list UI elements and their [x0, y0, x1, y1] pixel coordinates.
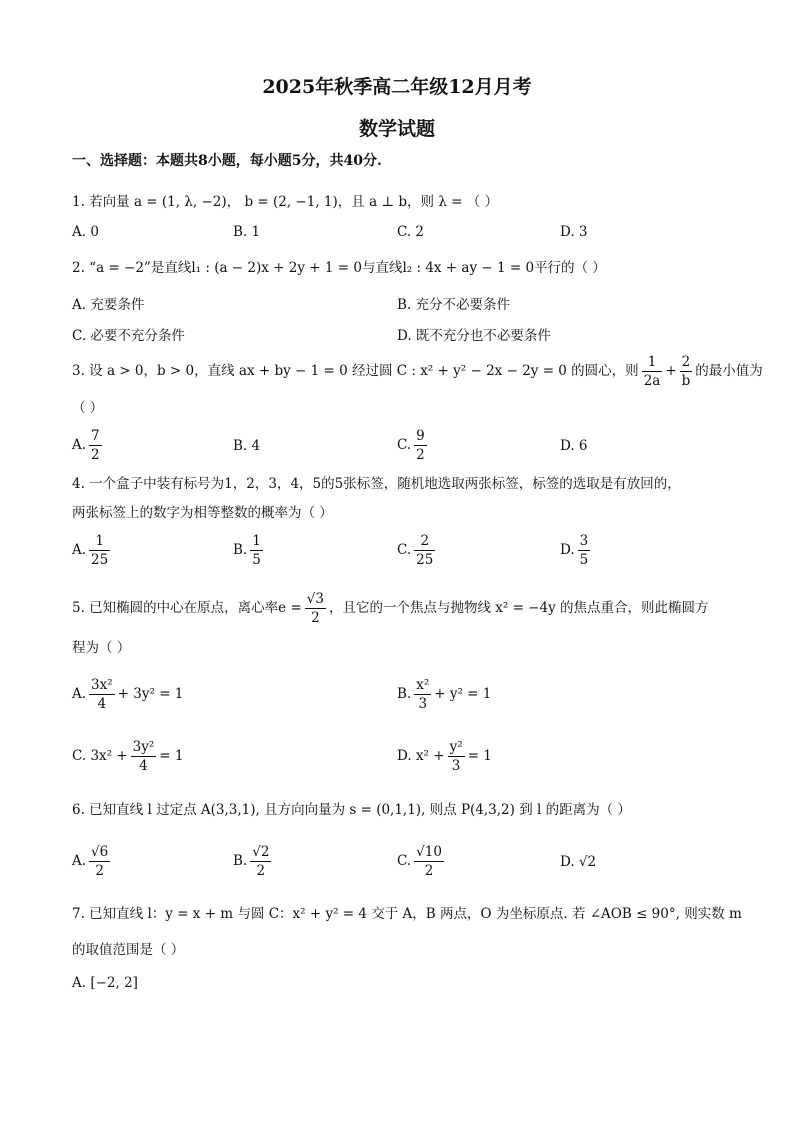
q5-b-denominator: 3	[418, 696, 428, 712]
q5-e-numerator: √3	[306, 591, 324, 607]
q3-a-denominator: 2	[91, 447, 100, 463]
q2-prefix: 2. “a = −2”是直线	[72, 260, 192, 276]
q6-b-label: B.	[233, 853, 248, 869]
exam-title: 2025年秋季高二年级12月月考	[262, 76, 532, 98]
q4-c-denominator: 25	[416, 552, 434, 568]
question-5	[72, 590, 709, 627]
question-3	[72, 353, 763, 390]
q3-frac1-numerator: 1	[642, 353, 663, 372]
q4-b-denominator: 5	[252, 552, 261, 568]
q4-d-label: D.	[560, 542, 575, 558]
q3-paren: （ ）	[72, 400, 104, 416]
q3-option-c	[397, 427, 430, 464]
question-2	[72, 258, 606, 278]
q3-option-a-label: A.	[72, 437, 87, 453]
q2-middle: 与直线	[361, 260, 403, 276]
q1-option-a: A. 0	[72, 224, 99, 240]
q4-b-fraction	[250, 532, 263, 569]
q4-a-numerator: 1	[89, 532, 110, 551]
q6-a-fraction	[89, 843, 110, 880]
q4-option-d	[560, 532, 593, 569]
q7-line-2: 的取值范围是（ ）	[72, 942, 185, 958]
q5-b-fraction	[414, 676, 431, 713]
q6-a-numerator: √6	[91, 844, 109, 860]
q1-ask: ，则 λ = （ ）	[407, 194, 499, 210]
q5-d-denominator: 3	[451, 758, 461, 774]
q7-option-a: A. [−2, 2]	[72, 975, 138, 991]
q5-c-numerator: 3y²	[132, 739, 155, 755]
q6-a-label: A.	[72, 853, 87, 869]
q4-line-1: 4. 一个盒子中装有标号为1，2，3，4，5的5张标签，随机地选取两张标签，标签的选取是有放回的，	[72, 476, 681, 492]
q5-c-fraction	[131, 738, 157, 775]
q3-frac2-numerator: 2	[680, 353, 693, 372]
q5-option-b	[397, 676, 491, 713]
q4-d-denominator: 5	[579, 552, 589, 568]
q4-option-a	[72, 532, 113, 569]
q4-a-label: A.	[72, 542, 87, 558]
q1-option-d: D. 3	[560, 224, 588, 240]
q6-option-b	[233, 843, 274, 880]
q5-c-label: C.	[72, 748, 87, 764]
q5-b-label: B.	[397, 686, 412, 702]
q5-d-tail: = 1	[467, 748, 492, 764]
q3-frac1-denominator: 2a	[643, 373, 661, 389]
q2-option-b: B. 充分不必要条件	[397, 297, 511, 313]
q5-line-2: 程为（ ）	[72, 640, 131, 656]
q5-d-numerator: y²	[449, 739, 463, 755]
q4-line-2: 两张标签上的数字为相等整数的概率为（ ）	[72, 505, 333, 521]
q5-a-denominator: 4	[97, 696, 107, 712]
q5-a-numerator: 3x²	[91, 677, 113, 693]
q4-b-numerator: 1	[252, 533, 261, 549]
q6-option-a	[72, 843, 113, 880]
q5-option-a	[72, 676, 183, 713]
q4-b-label: B.	[233, 542, 248, 558]
q4-option-b	[233, 532, 266, 569]
q5-a-label: A.	[72, 686, 87, 702]
q5-c-denominator: 4	[139, 758, 148, 774]
q1-prefix: 1. 若向量	[72, 194, 130, 210]
q6-c-label: C.	[397, 853, 412, 869]
q1-option-b: B. 1	[233, 224, 261, 240]
q5-option-d	[397, 738, 492, 775]
q3-c-denominator: 2	[416, 447, 425, 463]
q5-suffix: ，且它的一个焦点与抛物线 x² = −4y 的焦点重合，则此椭圆方	[328, 600, 709, 616]
q5-prefix: 5. 已知椭圆的中心在原点，离心率	[72, 600, 279, 616]
q4-c-label: C.	[397, 542, 412, 558]
q3-fraction-1	[642, 353, 663, 390]
q5-e-denominator: 2	[311, 610, 320, 626]
q5-eccentricity-fraction	[305, 590, 326, 627]
q1-condition-prefix: ，且	[337, 194, 365, 210]
q6-c-denominator: 2	[424, 863, 434, 879]
q6-option-d: D. √2	[560, 854, 597, 870]
q1-vector-b: b = (2, −1, 1)	[244, 194, 338, 210]
q3-option-c-label: C.	[397, 437, 412, 453]
q6-b-denominator: 2	[256, 863, 266, 879]
question-1	[72, 192, 498, 212]
q3-text: 3. 设 a > 0，b > 0，直线 ax + by − 1 = 0 经过圆 C : x² + y² − 2x − 2y = 0 的圆心，则	[72, 363, 639, 379]
q3-option-c-fraction	[414, 427, 427, 464]
q2-option-a: A. 充要条件	[72, 297, 145, 313]
q3-a-numerator: 7	[91, 428, 100, 444]
q1-option-c: C. 2	[397, 224, 425, 240]
q3-frac2-denominator: b	[681, 373, 691, 389]
q4-c-fraction	[414, 532, 435, 569]
q5-b-tail: + y² = 1	[434, 686, 492, 702]
q2-option-d: D. 既不充分也不必要条件	[397, 328, 551, 344]
q6-a-denominator: 2	[95, 863, 104, 879]
q6-b-numerator: √2	[252, 844, 270, 860]
q7-line-1: 7. 已知直线 l：y = x + m 与圆 C：x² + y² = 4 交于 A，B 两点，O 为坐标原点. 若 ∠AOB ≤ 90°, 则实数 m	[72, 906, 742, 922]
q6-b-fraction	[250, 843, 271, 880]
q4-option-c	[397, 532, 438, 569]
exam-subject: 数学试题	[358, 118, 435, 140]
q4-d-fraction	[578, 532, 591, 569]
q5-e-label: e =	[278, 600, 302, 616]
q5-a-fraction	[89, 676, 115, 713]
q5-c-tail: = 1	[159, 748, 184, 764]
q4-a-denominator: 25	[91, 552, 109, 568]
q6-option-c	[397, 843, 447, 880]
section-heading: 一、选择题：本题共8小题，每小题5分，共40分.	[72, 153, 382, 169]
q1-vector-a: a = (1, λ, −2)	[133, 194, 227, 210]
q4-a-fraction	[89, 532, 110, 569]
q4-d-numerator: 3	[579, 533, 589, 549]
q2-line-l2: l₂ : 4x + ay − 1 = 0	[402, 260, 535, 276]
q6-c-fraction	[414, 843, 444, 880]
q3-option-b: B. 4	[233, 438, 261, 454]
q3-suffix: 的最小值为	[695, 363, 763, 379]
question-6: 6. 已知直线 l 过定点 A(3,3,1), 且方向向量为 s = (0,1,1), 则点 P(4,3,2) 到 l 的距离为（ ）	[72, 802, 631, 818]
q5-d-head: x² +	[415, 748, 445, 764]
q5-d-label: D.	[397, 748, 412, 764]
q3-fraction-2	[680, 353, 693, 390]
q2-line-l1: l₁ : (a − 2)x + 2y + 1 = 0	[191, 260, 362, 276]
q2-option-c: C. 必要不充分条件	[72, 328, 185, 344]
q5-c-head: 3x² +	[90, 748, 128, 764]
q3-option-a	[72, 427, 105, 464]
q3-option-a-fraction	[89, 427, 102, 464]
q1-condition: a ⊥ b	[369, 194, 408, 210]
q6-c-numerator: √10	[416, 844, 442, 860]
q4-c-numerator: 2	[414, 532, 435, 551]
q5-d-fraction	[448, 738, 465, 775]
q3-option-d: D. 6	[560, 438, 588, 454]
q3-c-numerator: 9	[416, 428, 425, 444]
q1-separator: ，	[226, 194, 241, 210]
q5-option-c	[72, 738, 184, 775]
q2-suffix: 平行的（ ）	[534, 260, 606, 276]
q5-a-tail: + 3y² = 1	[117, 686, 184, 702]
q5-b-numerator: x²	[416, 677, 430, 693]
q3-plus: +	[665, 363, 677, 379]
